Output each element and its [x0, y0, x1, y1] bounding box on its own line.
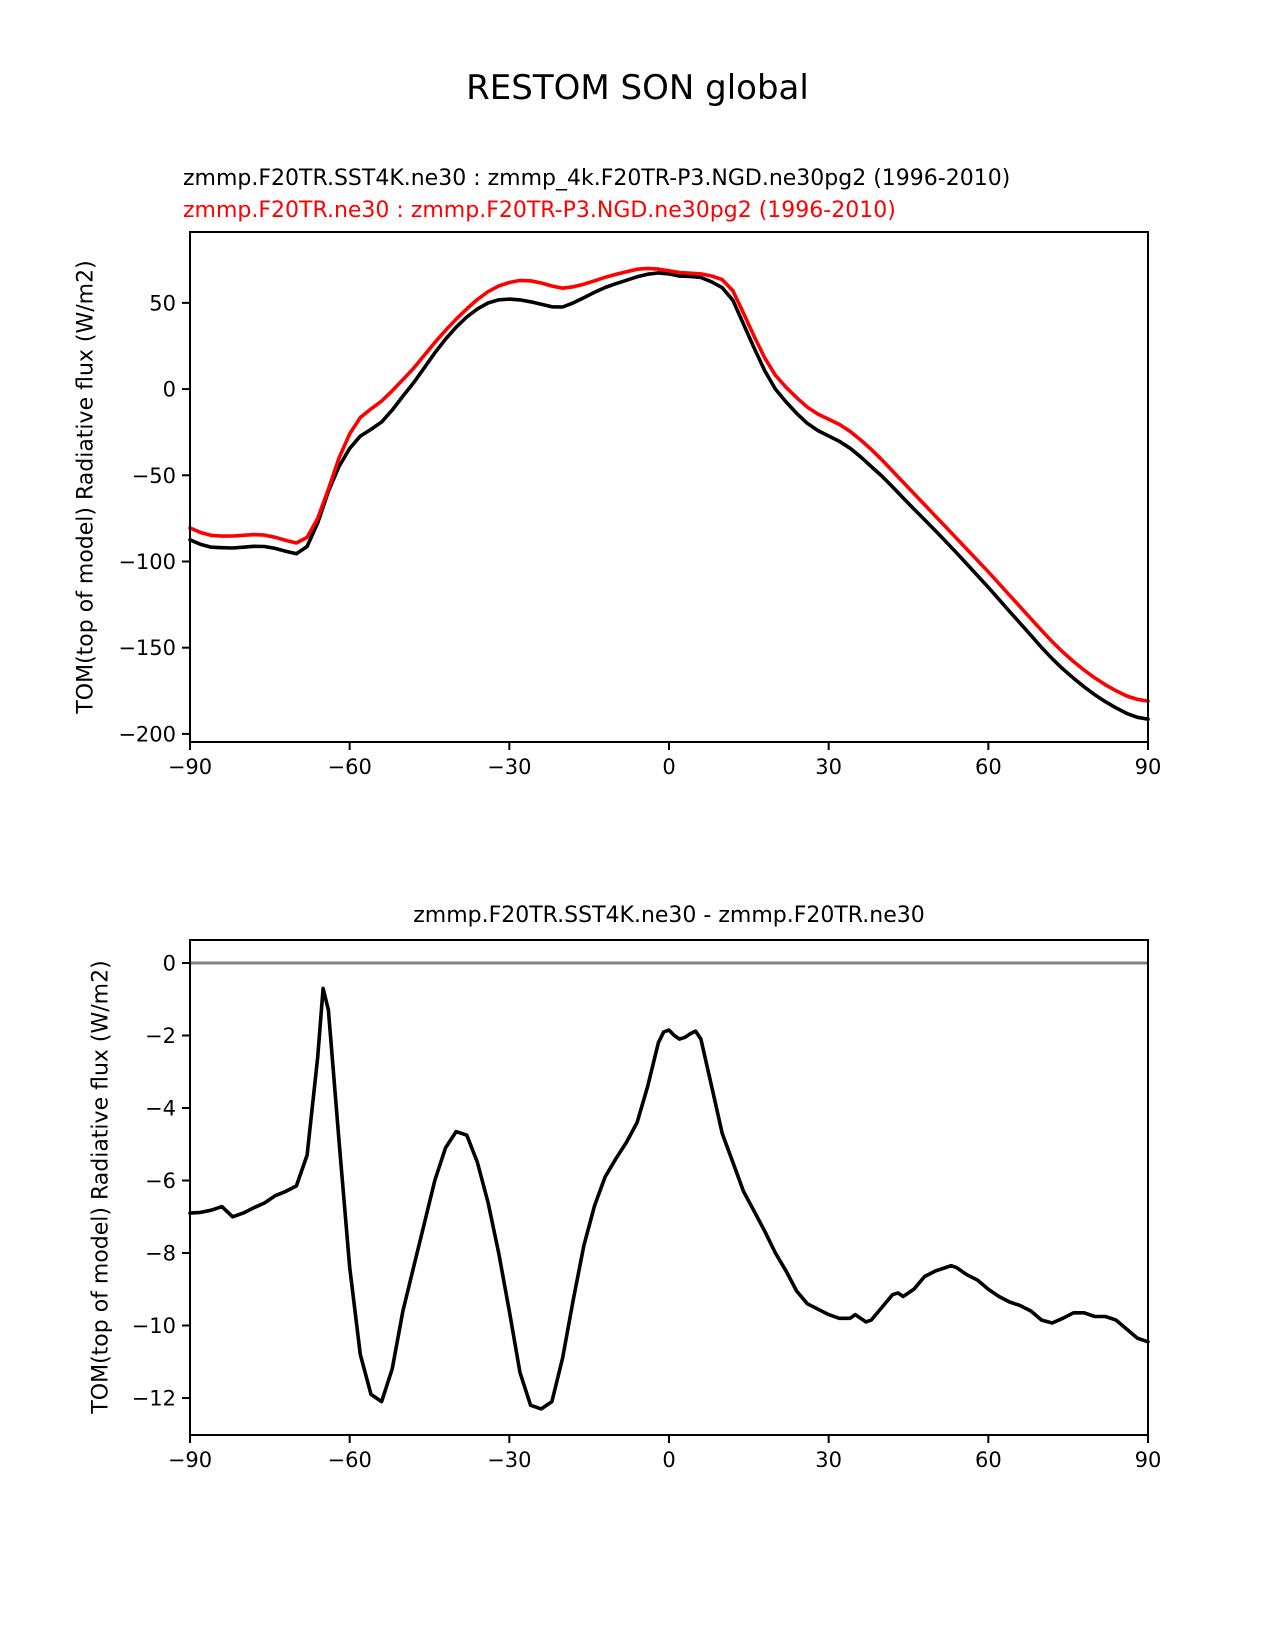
- bottom-chart-canvas: [100, 940, 1220, 1485]
- legend-entry-control: zmmp.F20TR.ne30 : zmmp.F20TR-P3.NGD.ne30pg2 (1996-2010): [183, 198, 896, 223]
- x-tick-label: 30: [815, 1448, 843, 1472]
- y-tick-label: −100: [118, 549, 176, 574]
- x-tick-label: 60: [974, 1448, 1002, 1472]
- x-tick-label: −90: [167, 755, 213, 779]
- x-tick-label: −60: [327, 755, 372, 779]
- y-tick-label: 50: [149, 291, 176, 316]
- x-tick-label: 90: [1134, 755, 1162, 779]
- x-tick-label: −60: [327, 1448, 372, 1472]
- x-tick-label: −90: [167, 1448, 213, 1472]
- x-tick-label: 60: [974, 755, 1002, 779]
- y-tick-label: −150: [118, 636, 176, 661]
- top-y-axis-label: TOM(top of model) Radiative flux (W/m2): [73, 260, 99, 714]
- bottom-y-axis-label: TOM(top of model) Radiative flux (W/m2): [88, 960, 114, 1414]
- diff-series-line: [190, 988, 1148, 1409]
- y-tick-label: −12: [131, 1386, 176, 1411]
- axes-spines: [190, 940, 1148, 1435]
- y-tick-label: −6: [145, 1169, 176, 1194]
- axes-spines: [190, 232, 1148, 742]
- y-tick-label: 0: [162, 951, 176, 976]
- y-tick-label: −10: [131, 1314, 176, 1339]
- legend-entry-sst4k: zmmp.F20TR.SST4K.ne30 : zmmp_4k.F20TR-P3.NGD.ne30pg2 (1996-2010): [183, 166, 1011, 191]
- x-tick-label: 90: [1134, 1448, 1162, 1472]
- x-tick-label: 0: [662, 1448, 676, 1472]
- y-tick-label: −2: [145, 1023, 176, 1048]
- sst4k-series-line: [190, 273, 1148, 719]
- x-tick-label: −30: [487, 755, 532, 779]
- x-tick-label: 0: [662, 755, 676, 779]
- x-tick-label: −30: [487, 1448, 532, 1472]
- top-chart-canvas: [100, 232, 1220, 797]
- figure-title: RESTOM SON global: [466, 68, 809, 108]
- control-series-line: [190, 268, 1148, 701]
- y-tick-label: −200: [118, 722, 176, 747]
- y-tick-label: −50: [131, 463, 176, 488]
- y-tick-label: 0: [162, 377, 176, 402]
- y-tick-label: −8: [145, 1241, 176, 1266]
- x-tick-label: 30: [815, 755, 843, 779]
- y-tick-label: −4: [145, 1096, 176, 1121]
- bottom-panel-title: zmmp.F20TR.SST4K.ne30 - zmmp.F20TR.ne30: [413, 903, 925, 928]
